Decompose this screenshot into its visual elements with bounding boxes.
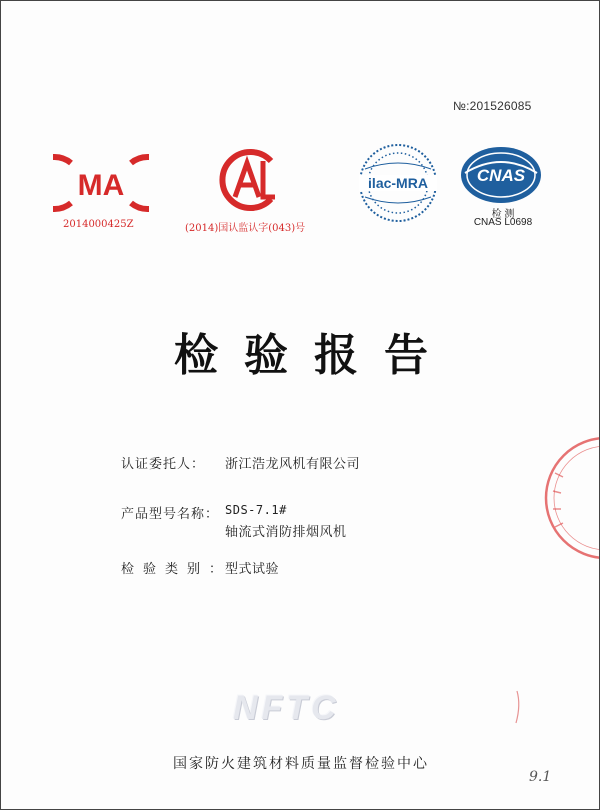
cnas-logo bbox=[457, 143, 545, 207]
model-value-name: 轴流式消防排烟风机 bbox=[225, 525, 347, 540]
model-row bbox=[121, 503, 287, 522]
cal-logo bbox=[209, 147, 289, 213]
nftc-watermark: NFTC bbox=[233, 689, 340, 727]
report-number: №:201526085 bbox=[453, 99, 532, 113]
cnas-sub-label: 检 测 bbox=[491, 209, 515, 220]
test-type-value: 型式试验 bbox=[225, 562, 280, 577]
test-type-label: 检验类别： bbox=[121, 562, 232, 577]
client-row bbox=[121, 453, 360, 472]
cal-code: (2014)国认监认字(043)号 bbox=[185, 223, 306, 234]
client-value: 浙江浩龙风机有限公司 bbox=[225, 457, 361, 472]
ilac-mra-logo bbox=[355, 143, 441, 223]
report-title: 检验报告 bbox=[174, 330, 454, 381]
cma-logo-text: MA bbox=[77, 169, 125, 202]
cnas-logo-text: CNAS bbox=[476, 166, 526, 185]
model-label: 产品型号名称： bbox=[121, 507, 220, 522]
organization-name: 国家防火建筑材料质量监督检验中心 bbox=[173, 756, 429, 772]
test-type-row bbox=[121, 558, 279, 577]
model-value-code: SDS-7.1# bbox=[225, 503, 287, 517]
ilac-mra-text: ilac-MRA bbox=[368, 175, 428, 191]
official-stamp bbox=[541, 433, 600, 567]
pen-mark bbox=[509, 689, 525, 729]
cma-logo bbox=[53, 151, 149, 215]
cnas-accreditation-number: CNAS L0698 bbox=[473, 217, 533, 228]
client-label: 认证委托人： bbox=[121, 457, 206, 472]
cma-code: 2014000425Z bbox=[63, 219, 134, 230]
handwritten-note: 9.1 bbox=[529, 769, 552, 785]
